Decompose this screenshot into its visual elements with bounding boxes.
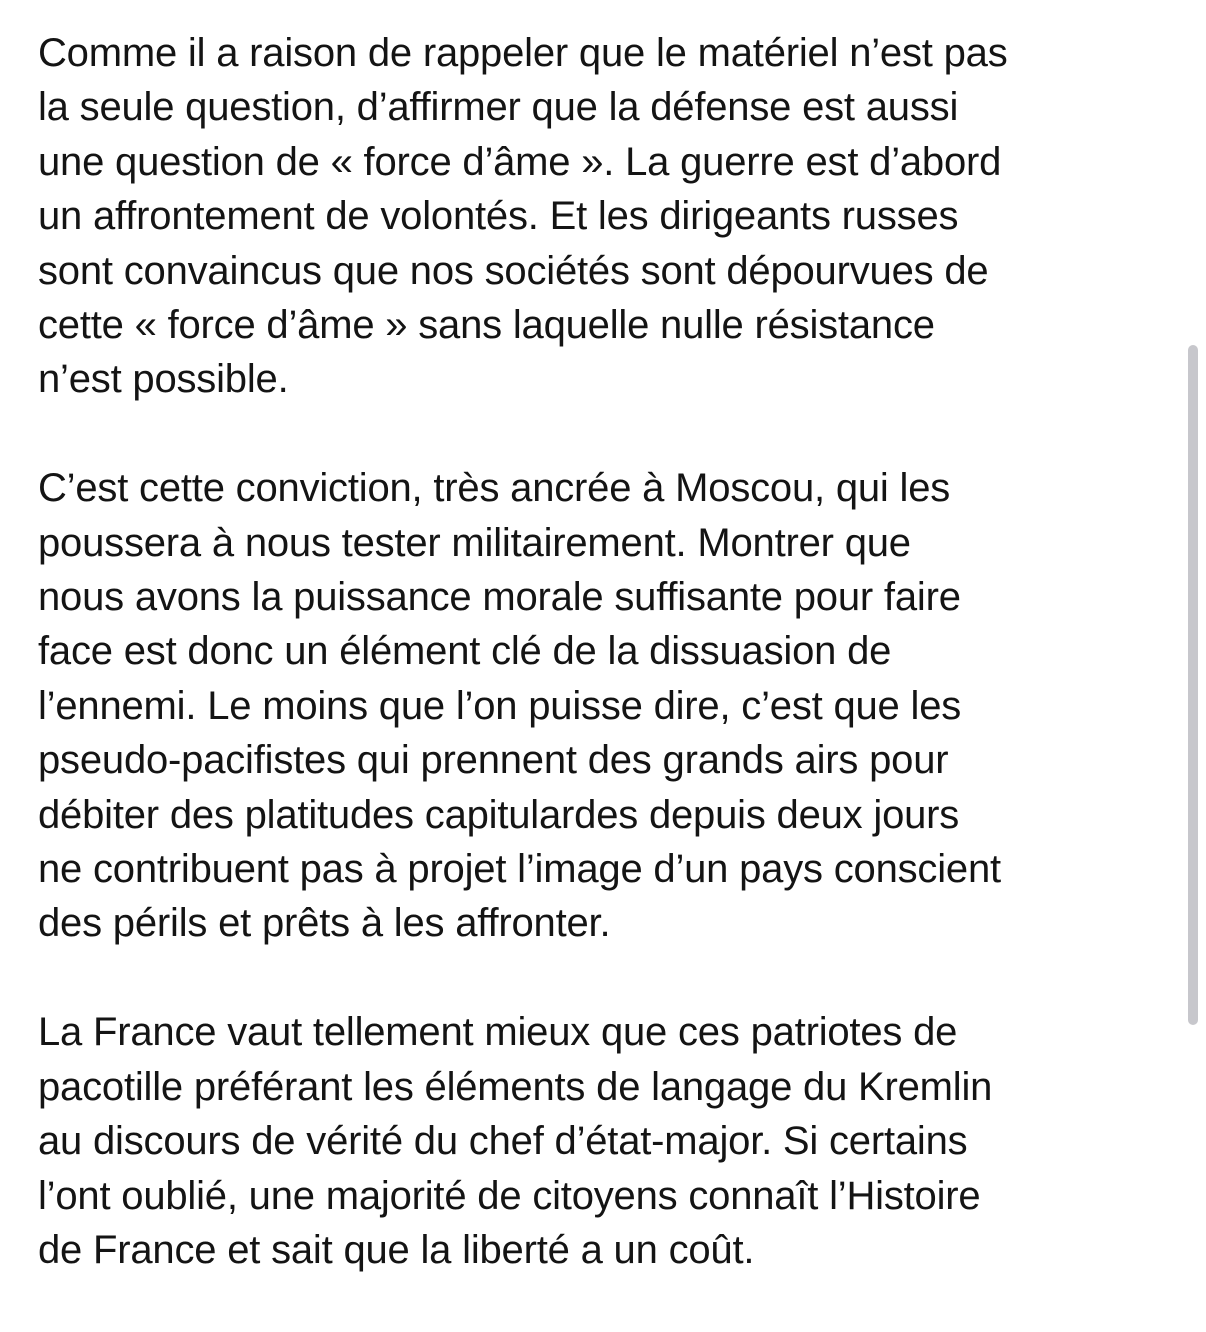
- text-line: la seule question, d’affirmer que la défense est aussi: [38, 85, 959, 130]
- paragraph-2: [38, 461, 1178, 951]
- paragraph-1: [38, 26, 1178, 407]
- text-line: face est donc un élément clé de la dissuasion de: [38, 629, 892, 674]
- text-line: nous avons la puissance morale suffisante pour faire: [38, 575, 961, 620]
- text-line: de France et sait que la liberté a un coût.: [38, 1227, 755, 1272]
- text-line: cette « force d’âme » sans laquelle nulle résistance: [38, 303, 935, 348]
- text-line: sont convaincus que nos sociétés sont dépourvues de: [38, 248, 989, 293]
- text-line: l’ennemi. Le moins que l’on puisse dire, c’est que les: [38, 683, 962, 728]
- scrollbar-thumb[interactable]: [1188, 345, 1198, 1025]
- text-line: Comme il a raison de rappeler que le matériel n’est pas: [38, 31, 1008, 75]
- text-line: débiter des platitudes capitulardes depuis deux jours: [38, 792, 960, 837]
- text-line: une question de « force d’âme ». La guerre est d’abord: [38, 139, 1002, 184]
- text-line: n’est possible.: [38, 357, 289, 402]
- paragraph-3: [38, 1005, 1178, 1277]
- text-line: ne contribuent pas à projet l’image d’un pays conscient: [38, 847, 1001, 892]
- text-line: au discours de vérité du chef d’état-major. Si certains: [38, 1119, 968, 1164]
- text-line: l’ont oublié, une majorité de citoyens connaît l’Histoire: [38, 1173, 981, 1218]
- text-line: des périls et prêts à les affronter.: [38, 901, 611, 946]
- text-line: C’est cette conviction, très ancrée à Moscou, qui les: [38, 466, 951, 511]
- text-line: pacotille préférant les éléments de langage du Kremlin: [38, 1064, 993, 1109]
- text-line: poussera à nous tester militairement. Montrer que: [38, 520, 911, 565]
- text-line: La France vaut tellement mieux que ces patriotes de: [38, 1010, 958, 1055]
- article-body: [38, 26, 1178, 1332]
- vertical-scrollbar[interactable]: [1186, 345, 1206, 1025]
- text-line: pseudo-pacifistes qui prennent des grands airs pour: [38, 738, 949, 783]
- text-line: un affrontement de volontés. Et les dirigeants russes: [38, 194, 959, 239]
